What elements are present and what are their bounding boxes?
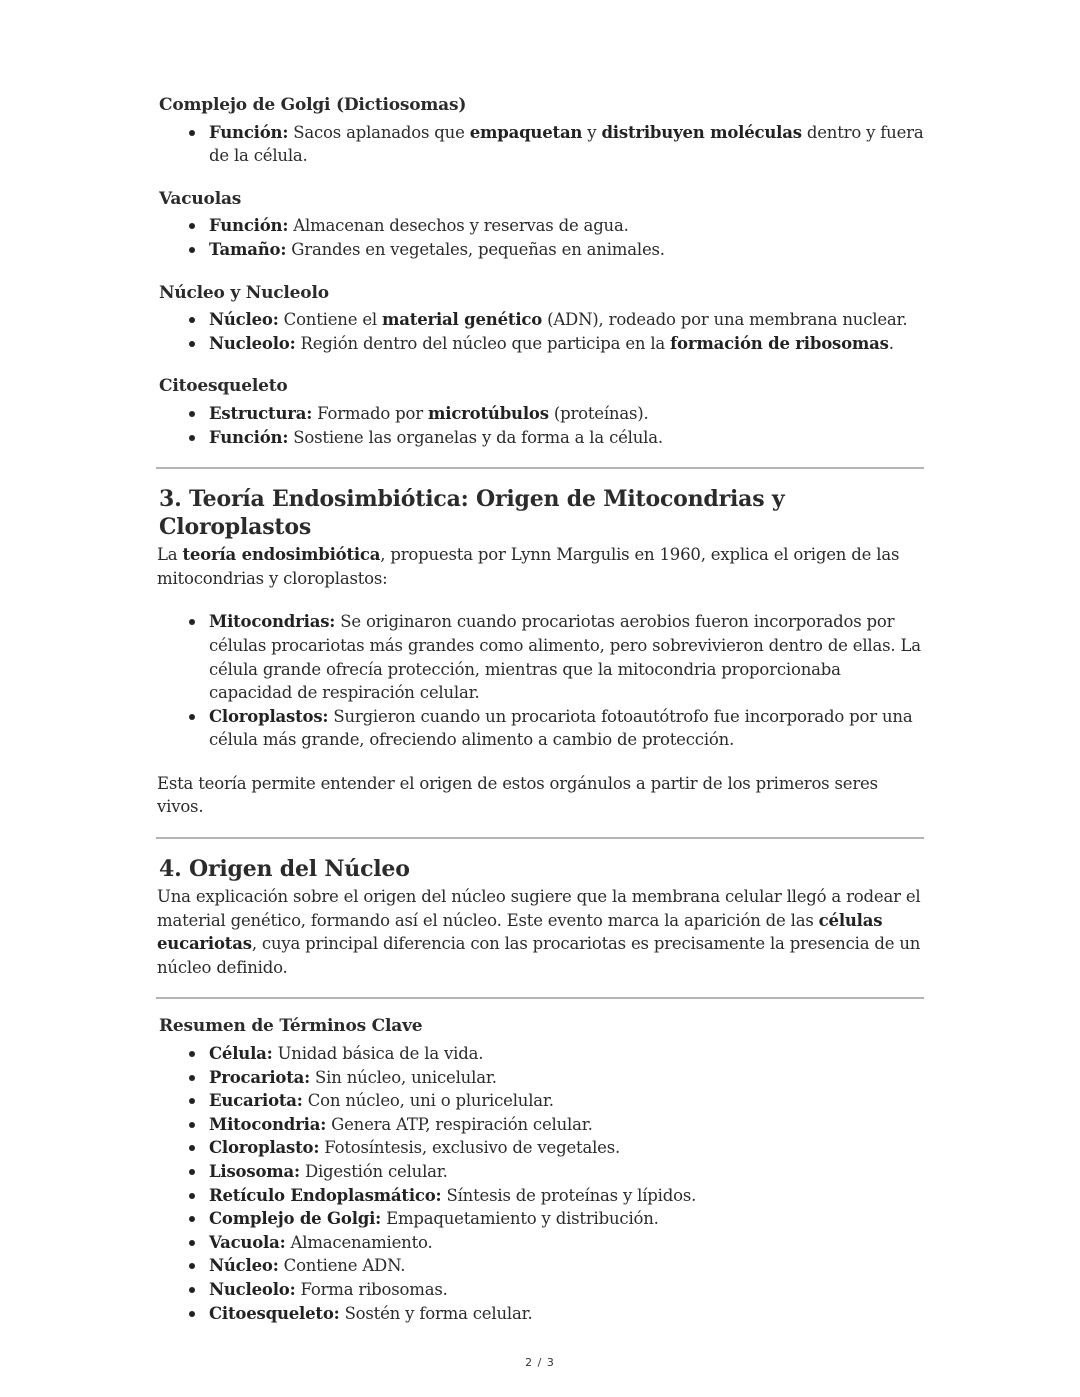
bullet-list	[157, 610, 925, 752]
bold-text: Estructura:	[209, 403, 313, 423]
text-run: , cuya principal diferencia con las procariotas es precisamente la presencia de un núcleo definido.	[157, 934, 921, 977]
section-heading: 3. Teoría Endosimbiótica: Origen de Mitocondrias y Cloroplastos	[159, 486, 785, 541]
bold-text: Citoesqueleto:	[209, 1303, 340, 1323]
list-item	[209, 214, 925, 238]
text-run: (proteínas).	[548, 403, 649, 423]
bullet-list	[157, 214, 925, 261]
list-item	[209, 705, 925, 752]
text-run: Sacos aplanados que	[288, 122, 470, 142]
list-item	[209, 1042, 925, 1066]
bold-text: Núcleo:	[209, 1256, 279, 1276]
list-item	[209, 1066, 925, 1090]
bold-text: Función:	[209, 216, 289, 236]
text-run: Grandes en vegetales, pequeñas en animales.	[286, 239, 665, 259]
list-item	[209, 1113, 925, 1137]
bold-text: Tamaño:	[209, 239, 287, 259]
section-divider	[156, 997, 924, 999]
bold-text: células eucariotas	[157, 910, 883, 954]
text-run: Formado por	[312, 403, 428, 423]
document-body	[157, 94, 925, 1345]
text-run: , propuesta por Lynn Margulis en 1960, explica el origen de las mitocondrias y cloroplastos:	[157, 545, 900, 588]
text-run: (ADN), rodeado por una membrana nuclear.	[542, 310, 908, 330]
list-item	[209, 1136, 925, 1160]
section-heading: 4. Origen del Núcleo	[159, 856, 410, 883]
bold-text: Retículo Endoplasmático:	[209, 1185, 442, 1205]
paragraph	[157, 885, 925, 979]
section-divider	[156, 837, 924, 839]
list-item	[209, 402, 925, 426]
list-item	[209, 1278, 925, 1302]
list-item	[209, 1302, 925, 1326]
bold-text: Núcleo:	[209, 310, 279, 330]
list-item	[209, 1089, 925, 1113]
paragraph	[157, 543, 925, 590]
bold-text: empaquetan	[469, 122, 583, 142]
list-item	[209, 1207, 925, 1231]
bold-text: Complejo de Golgi:	[209, 1209, 382, 1229]
text-run: Sostiene las organelas y da forma a la célula.	[288, 427, 663, 447]
list-item	[209, 332, 925, 356]
bold-text: Mitocondria:	[209, 1114, 327, 1134]
text-run: Con núcleo, uni o pluricelular.	[302, 1091, 554, 1111]
text-run: Esta teoría permite entender el origen de estos orgánulos a partir de los primeros seres vivos.	[157, 773, 878, 817]
text-run: Digestión celular.	[299, 1162, 448, 1181]
text-run: Sostén y forma celular.	[339, 1303, 533, 1323]
text-run: Genera ATP, respiración celular.	[326, 1114, 593, 1134]
bold-text: Mitocondrias:	[209, 612, 336, 632]
bold-text: microtúbulos	[428, 403, 549, 423]
list-item	[209, 1231, 925, 1255]
text-run: Contiene ADN.	[278, 1256, 406, 1276]
subsection-heading: Núcleo y Nucleolo	[159, 282, 329, 303]
bold-text: Función:	[209, 427, 289, 447]
bold-text: Función:	[209, 122, 289, 142]
subsection-heading: Vacuolas	[159, 188, 242, 209]
text-run: Región dentro del núcleo que participa en la	[295, 333, 671, 353]
bold-text: Procariota:	[209, 1067, 311, 1087]
bold-text: Célula:	[209, 1044, 273, 1064]
text-run: Sin núcleo, unicelular.	[310, 1067, 497, 1087]
bullet-list	[157, 1042, 925, 1325]
bold-text: Nucleolo:	[209, 1279, 296, 1299]
text-run: .	[888, 333, 894, 353]
list-item	[209, 610, 925, 704]
section-divider	[156, 467, 924, 469]
subsection-heading: Citoesqueleto	[159, 376, 288, 397]
text-run: y	[582, 122, 602, 142]
list-item	[209, 1254, 925, 1278]
list-item	[209, 238, 925, 262]
list-item	[209, 426, 925, 450]
bold-text: Cloroplastos:	[209, 706, 329, 726]
bold-text: Eucariota:	[209, 1091, 303, 1111]
text-run: Unidad básica de la vida.	[272, 1044, 484, 1064]
text-run: Forma ribosomas.	[295, 1279, 448, 1299]
page-number: 2 / 3	[525, 1356, 555, 1369]
list-item	[209, 1160, 925, 1184]
text-run: Empaquetamiento y distribución.	[381, 1209, 659, 1229]
text-run: Se originaron cuando procariotas aerobios fueron incorporados por células procariotas más grandes como alimento, pero sobrevivieron dentro de ellas. La célula grande ofrecía protección, mientras que la mitocondria proporcionaba capacidad de respiración celular.	[209, 612, 921, 703]
bold-text: Cloroplasto:	[209, 1138, 320, 1158]
text-run: dentro y fuera de la célula.	[209, 122, 924, 166]
bold-text: material genético	[382, 310, 543, 330]
text-run: Almacenan desechos y reservas de agua.	[288, 216, 629, 236]
text-run: Fotosíntesis, exclusivo de vegetales.	[319, 1138, 621, 1158]
paragraph	[157, 772, 925, 819]
bold-text: Nucleolo:	[209, 333, 296, 353]
list-item	[209, 1184, 925, 1208]
text-run: La	[157, 545, 183, 565]
bold-text: Vacuola:	[209, 1232, 286, 1252]
subsection-heading: Complejo de Golgi (Dictiosomas)	[159, 95, 467, 115]
text-run: Surgieron cuando un procariota fotoautótrofo fue incorporado por una célula más grande, ofreciendo alimento a cambio de protección.	[209, 706, 913, 750]
list-item	[209, 121, 925, 168]
bold-text: teoría endosimbiótica	[182, 545, 381, 565]
text-run: Contiene el	[278, 310, 383, 330]
bold-text: Lisosoma:	[209, 1162, 300, 1181]
bold-text: formación de ribosomas	[670, 333, 889, 353]
text-run: Una explicación sobre el origen del núcleo sugiere que la membrana celular llegó a rodear el material genético, formando así el núcleo. Este evento marca la aparición de las	[157, 887, 921, 930]
text-run: Almacenamiento.	[285, 1232, 433, 1252]
bullet-list	[157, 308, 925, 355]
bullet-list	[157, 402, 925, 449]
list-item	[209, 308, 925, 332]
bold-text: distribuyen moléculas	[601, 122, 802, 142]
text-run: Síntesis de proteínas y lípidos.	[441, 1185, 697, 1205]
subsection-heading: Resumen de Términos Clave	[159, 1016, 423, 1037]
bullet-list	[157, 121, 925, 168]
